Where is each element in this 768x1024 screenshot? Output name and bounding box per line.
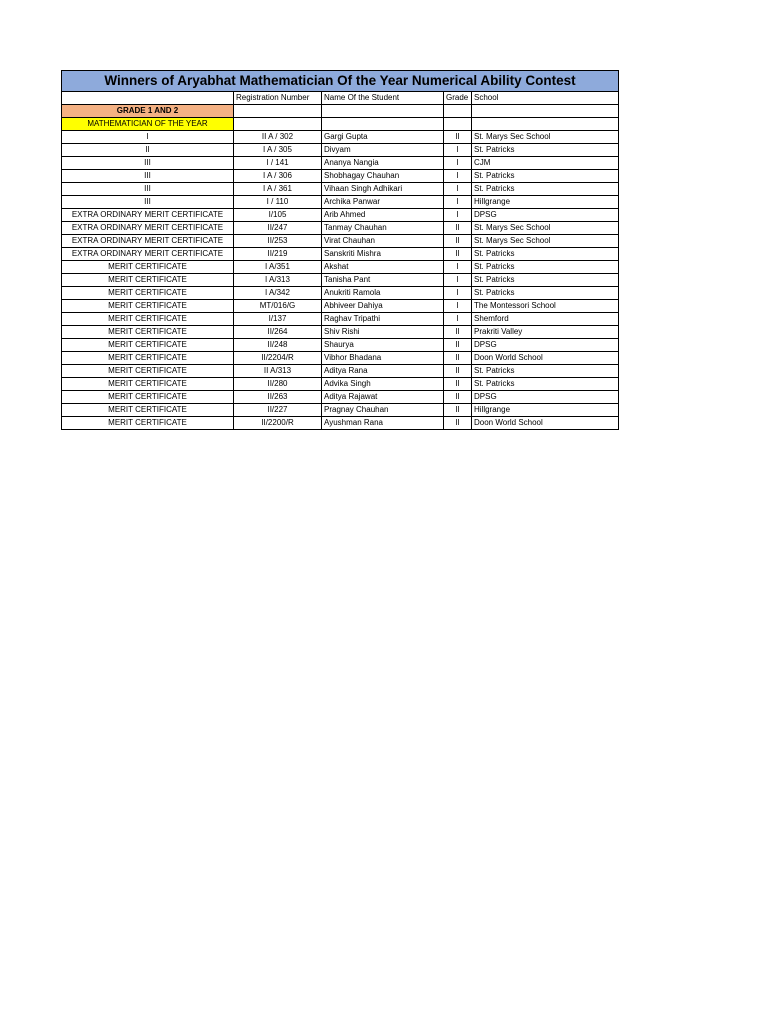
student-name-cell: Sanskriti Mishra (322, 248, 444, 261)
grade-cell: I (444, 261, 472, 274)
grade-cell: I (444, 209, 472, 222)
award-cell: MERIT CERTIFICATE (62, 378, 234, 391)
table-row (62, 235, 619, 248)
school-cell: DPSG (472, 209, 619, 222)
grade-cell: I (444, 313, 472, 326)
table-row (62, 326, 619, 339)
student-name-cell: Shobhagay Chauhan (322, 170, 444, 183)
award-cell: MERIT CERTIFICATE (62, 274, 234, 287)
student-name-cell: Gargi Gupta (322, 131, 444, 144)
table-row (62, 365, 619, 378)
student-name-cell: Anukriti Ramola (322, 287, 444, 300)
school-cell: St. Patricks (472, 248, 619, 261)
grade-cell: II (444, 131, 472, 144)
sheet-title: Winners of Aryabhat Mathematician Of the Year Numerical Ability Contest (62, 71, 619, 92)
grade-cell: II (444, 352, 472, 365)
school-cell: Hillgrange (472, 196, 619, 209)
grade-cell: II (444, 404, 472, 417)
grade-cell: II (444, 326, 472, 339)
grade-cell: II (444, 391, 472, 404)
student-name-cell: Akshat (322, 261, 444, 274)
winners-table-body (62, 71, 619, 430)
grade-cell: I (444, 274, 472, 287)
student-name-cell: Raghav Tripathi (322, 313, 444, 326)
registration-cell: II A / 302 (234, 131, 322, 144)
award-cell: III (62, 170, 234, 183)
table-row (62, 274, 619, 287)
table-row (62, 417, 619, 430)
registration-cell: I A/313 (234, 274, 322, 287)
grade-cell: I (444, 300, 472, 313)
student-name-cell: Shiv Rishi (322, 326, 444, 339)
empty-cell (472, 118, 619, 131)
grade-cell: II (444, 235, 472, 248)
award-cell: III (62, 157, 234, 170)
student-name-cell: Tanisha Pant (322, 274, 444, 287)
grade-cell: II (444, 417, 472, 430)
table-row (62, 287, 619, 300)
registration-cell: II/253 (234, 235, 322, 248)
registration-cell: II/247 (234, 222, 322, 235)
table-row (62, 183, 619, 196)
empty-cell (472, 105, 619, 118)
school-cell: Doon World School (472, 417, 619, 430)
table-row (62, 391, 619, 404)
grade-cell: I (444, 196, 472, 209)
school-cell: St. Marys Sec School (472, 235, 619, 248)
registration-cell: II/2204/R (234, 352, 322, 365)
grade-cell: I (444, 287, 472, 300)
student-name-cell: Advika Singh (322, 378, 444, 391)
empty-cell (234, 118, 322, 131)
school-cell: St. Marys Sec School (472, 222, 619, 235)
student-name-cell: Shaurya (322, 339, 444, 352)
registration-cell: I A / 361 (234, 183, 322, 196)
grade-cell: II (444, 378, 472, 391)
school-cell: CJM (472, 157, 619, 170)
registration-cell: I / 141 (234, 157, 322, 170)
student-name-cell: Divyam (322, 144, 444, 157)
award-cell: EXTRA ORDINARY MERIT CERTIFICATE (62, 222, 234, 235)
student-name-cell: Pragnay Chauhan (322, 404, 444, 417)
award-cell: MERIT CERTIFICATE (62, 287, 234, 300)
school-cell: Prakriti Valley (472, 326, 619, 339)
table-row (62, 352, 619, 365)
registration-cell: I / 110 (234, 196, 322, 209)
header-row (62, 92, 619, 105)
table-row (62, 196, 619, 209)
award-cell: III (62, 183, 234, 196)
grade-cell: I (444, 170, 472, 183)
registration-cell: I/137 (234, 313, 322, 326)
grade-cell: II (444, 248, 472, 261)
student-name-cell: Aditya Rajawat (322, 391, 444, 404)
student-name-cell: Vihaan Singh Adhikari (322, 183, 444, 196)
award-cell: MERIT CERTIFICATE (62, 313, 234, 326)
award-cell: MERIT CERTIFICATE (62, 417, 234, 430)
school-cell: St. Patricks (472, 287, 619, 300)
winners-table (61, 70, 619, 430)
grade-cell: I (444, 157, 472, 170)
registration-cell: MT/016/G (234, 300, 322, 313)
award-cell: III (62, 196, 234, 209)
award-cell: MERIT CERTIFICATE (62, 391, 234, 404)
registration-cell: II/263 (234, 391, 322, 404)
table-row (62, 170, 619, 183)
registration-cell: I A/351 (234, 261, 322, 274)
student-name-cell: Arib Ahmed (322, 209, 444, 222)
table-row (62, 378, 619, 391)
student-name-cell: Aditya Rana (322, 365, 444, 378)
school-cell: St. Patricks (472, 378, 619, 391)
registration-cell: II A/313 (234, 365, 322, 378)
table-row (62, 222, 619, 235)
grade-band-label: GRADE 1 AND 2 (62, 105, 234, 118)
grade-cell: II (444, 222, 472, 235)
header-registration: Registration Number (234, 92, 322, 105)
grade-cell: I (444, 183, 472, 196)
school-cell: Doon World School (472, 352, 619, 365)
school-cell: St. Marys Sec School (472, 131, 619, 144)
award-cell: II (62, 144, 234, 157)
table-row (62, 404, 619, 417)
award-cell: MERIT CERTIFICATE (62, 365, 234, 378)
student-name-cell: Archika Panwar (322, 196, 444, 209)
grade-cell: II (444, 339, 472, 352)
school-cell: The Montessori School (472, 300, 619, 313)
registration-cell: I A / 305 (234, 144, 322, 157)
empty-cell (322, 105, 444, 118)
award-cell: MERIT CERTIFICATE (62, 404, 234, 417)
award-cell: EXTRA ORDINARY MERIT CERTIFICATE (62, 209, 234, 222)
school-cell: St. Patricks (472, 170, 619, 183)
registration-cell: II/264 (234, 326, 322, 339)
school-cell: Hillgrange (472, 404, 619, 417)
school-cell: St. Patricks (472, 274, 619, 287)
category-band-row (62, 118, 619, 131)
school-cell: St. Patricks (472, 261, 619, 274)
title-row (62, 71, 619, 92)
award-cell: MERIT CERTIFICATE (62, 339, 234, 352)
award-cell: I (62, 131, 234, 144)
header-school: School (472, 92, 619, 105)
award-cell: EXTRA ORDINARY MERIT CERTIFICATE (62, 235, 234, 248)
school-cell: DPSG (472, 339, 619, 352)
grade-cell: II (444, 365, 472, 378)
student-name-cell: Ayushman Rana (322, 417, 444, 430)
header-award (62, 92, 234, 105)
header-name: Name Of the Student (322, 92, 444, 105)
table-row (62, 157, 619, 170)
table-row (62, 261, 619, 274)
school-cell: St. Patricks (472, 365, 619, 378)
registration-cell: II/280 (234, 378, 322, 391)
award-cell: EXTRA ORDINARY MERIT CERTIFICATE (62, 248, 234, 261)
registration-cell: I A/342 (234, 287, 322, 300)
student-name-cell: Ananya Nangia (322, 157, 444, 170)
grade-band-row (62, 105, 619, 118)
student-name-cell: Abhiveer Dahiya (322, 300, 444, 313)
table-row (62, 131, 619, 144)
table-row (62, 248, 619, 261)
registration-cell: II/227 (234, 404, 322, 417)
award-cell: MERIT CERTIFICATE (62, 261, 234, 274)
student-name-cell: Virat Chauhan (322, 235, 444, 248)
empty-cell (234, 105, 322, 118)
school-cell: Shemford (472, 313, 619, 326)
registration-cell: I A / 306 (234, 170, 322, 183)
table-row (62, 209, 619, 222)
registration-cell: II/2200/R (234, 417, 322, 430)
table-row (62, 144, 619, 157)
award-cell: MERIT CERTIFICATE (62, 326, 234, 339)
table-row (62, 339, 619, 352)
empty-cell (322, 118, 444, 131)
registration-cell: II/219 (234, 248, 322, 261)
header-grade: Grade (444, 92, 472, 105)
award-cell: MERIT CERTIFICATE (62, 300, 234, 313)
school-cell: St. Patricks (472, 144, 619, 157)
student-name-cell: Tanmay Chauhan (322, 222, 444, 235)
category-band-label: MATHEMATICIAN OF THE YEAR (62, 118, 234, 131)
student-name-cell: Vibhor Bhadana (322, 352, 444, 365)
registration-cell: I/105 (234, 209, 322, 222)
table-row (62, 313, 619, 326)
empty-cell (444, 105, 472, 118)
school-cell: St. Patricks (472, 183, 619, 196)
empty-cell (444, 118, 472, 131)
registration-cell: II/248 (234, 339, 322, 352)
grade-cell: I (444, 144, 472, 157)
award-cell: MERIT CERTIFICATE (62, 352, 234, 365)
table-row (62, 300, 619, 313)
school-cell: DPSG (472, 391, 619, 404)
